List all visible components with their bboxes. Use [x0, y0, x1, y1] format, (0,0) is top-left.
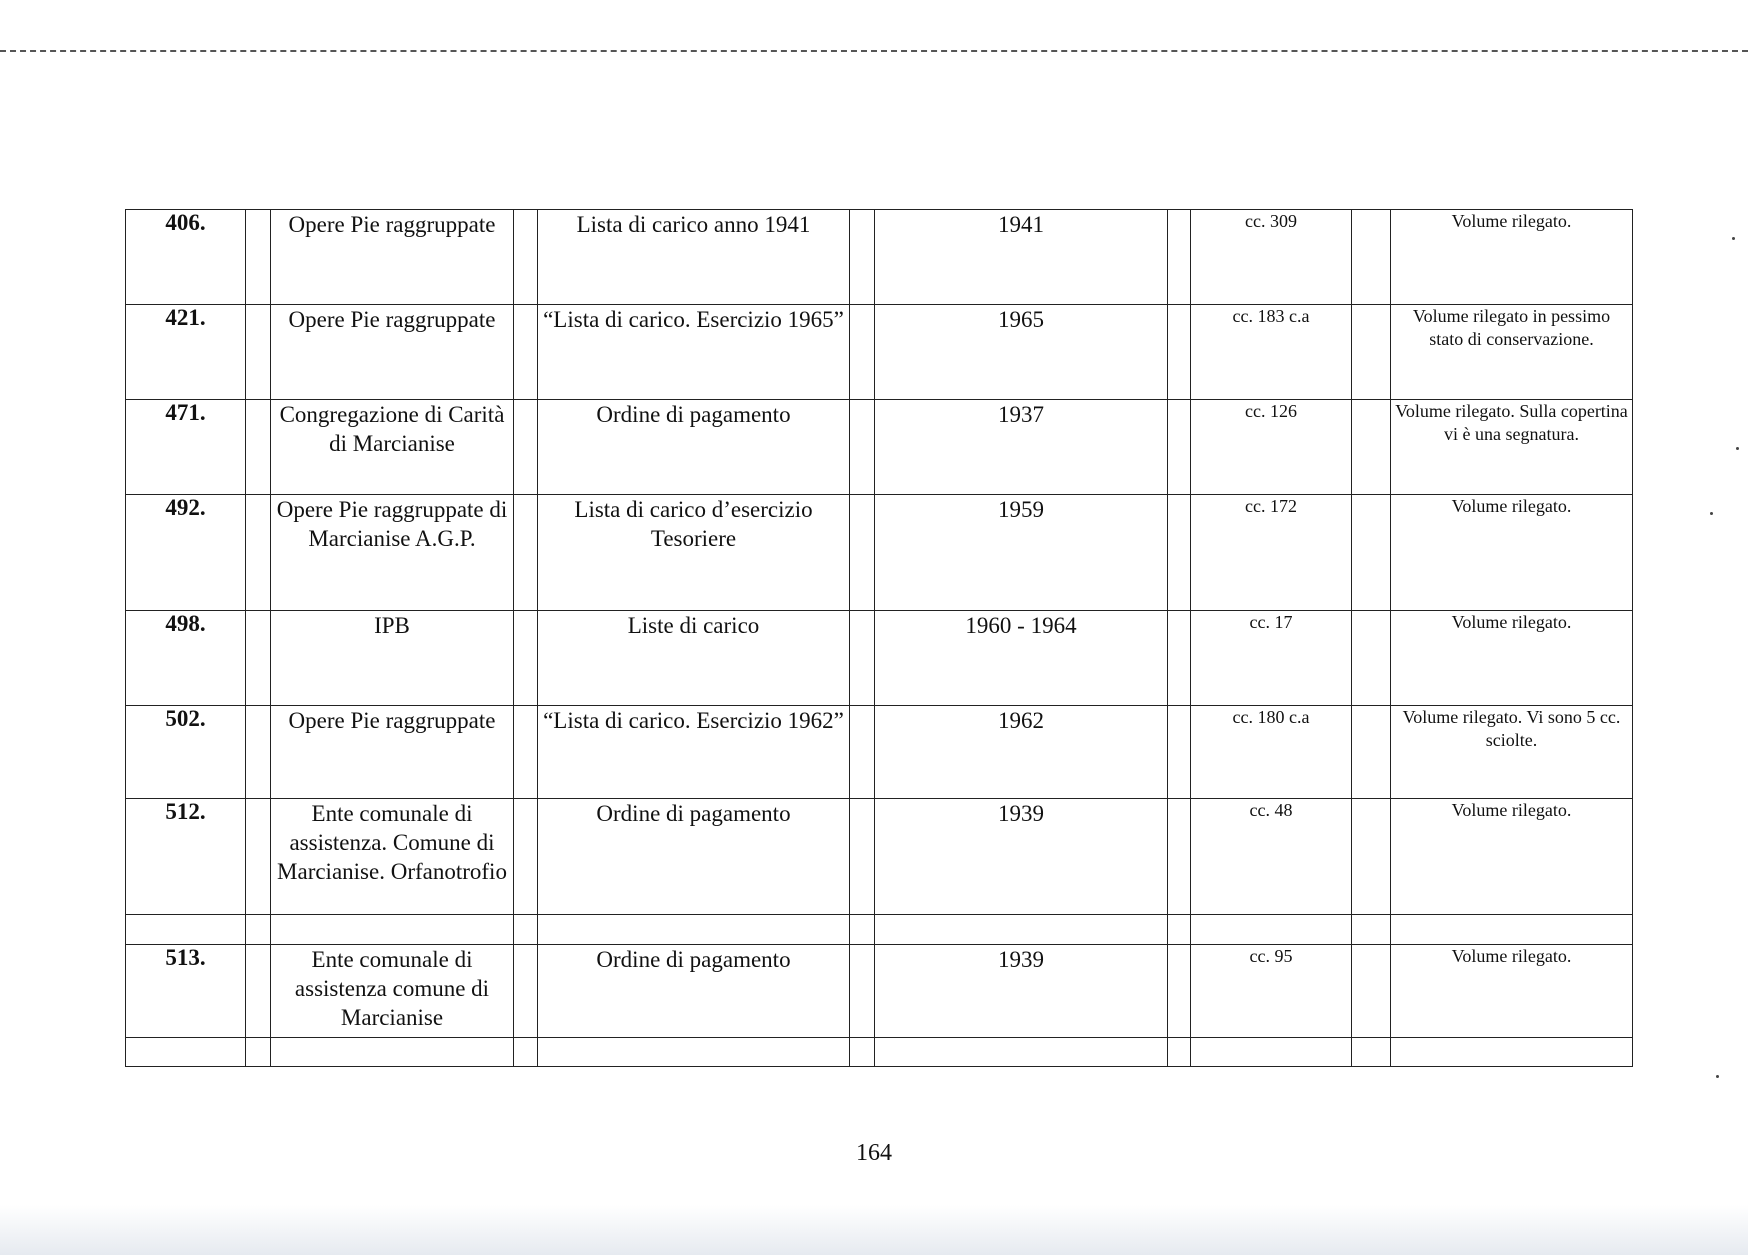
record-notes: Volume rilegato. Sulla copertina vi è una segnatura.	[1391, 400, 1633, 495]
scan-speck	[1736, 447, 1739, 450]
table-row	[126, 495, 1633, 611]
item-number: 406.	[126, 210, 246, 305]
entity-name: Ente comunale di assistenza comune di Marcianise	[271, 945, 514, 1038]
table-row	[126, 611, 1633, 706]
record-year: 1941	[875, 210, 1168, 305]
item-number: 512.	[126, 799, 246, 915]
record-notes: Volume rilegato.	[1391, 611, 1633, 706]
entity-name: Opere Pie raggruppate	[271, 305, 514, 400]
entity-name: Congregazione di Carità di Marcianise	[271, 400, 514, 495]
record-notes: Volume rilegato.	[1391, 495, 1633, 611]
record-year: 1962	[875, 706, 1168, 799]
item-number: 502.	[126, 706, 246, 799]
record-year: 1937	[875, 400, 1168, 495]
record-notes: Volume rilegato.	[1391, 799, 1633, 915]
sheet-count: cc. 48	[1191, 799, 1352, 915]
item-number: 513.	[126, 945, 246, 1038]
record-title: “Lista di carico. Esercizio 1965”	[538, 305, 850, 400]
record-year: 1965	[875, 305, 1168, 400]
scan-speck	[1716, 1075, 1719, 1078]
sheet-count: cc. 126	[1191, 400, 1352, 495]
sheet-count: cc. 180 c.a	[1191, 706, 1352, 799]
record-year: 1959	[875, 495, 1168, 611]
page-number: 164	[856, 1140, 892, 1166]
sheet-count: cc. 309	[1191, 210, 1352, 305]
scan-bottom-shadow	[0, 1205, 1748, 1255]
record-title: Ordine di pagamento	[538, 799, 850, 915]
record-notes: Volume rilegato. Vi sono 5 cc. sciolte.	[1391, 706, 1633, 799]
table-row	[126, 706, 1633, 799]
record-title: Lista di carico anno 1941	[538, 210, 850, 305]
record-year: 1960 - 1964	[875, 611, 1168, 706]
record-title: Ordine di pagamento	[538, 945, 850, 1038]
item-number: 498.	[126, 611, 246, 706]
record-title: “Lista di carico. Esercizio 1962”	[538, 706, 850, 799]
record-notes: Volume rilegato.	[1391, 210, 1633, 305]
record-year: 1939	[875, 799, 1168, 915]
inventory-table	[125, 209, 1633, 1067]
record-title: Liste di carico	[538, 611, 850, 706]
item-number: 471.	[126, 400, 246, 495]
entity-name: Ente comunale di assistenza. Comune di Marcianise. Orfanotrofio	[271, 799, 514, 915]
record-notes: Volume rilegato in pessimo stato di conservazione.	[1391, 305, 1633, 400]
record-title: Ordine di pagamento	[538, 400, 850, 495]
empty-row	[126, 1038, 1633, 1067]
record-title: Lista di carico d’esercizio Tesoriere	[538, 495, 850, 611]
table-row	[126, 305, 1633, 400]
record-year: 1939	[875, 945, 1168, 1038]
entity-name: Opere Pie raggruppate	[271, 706, 514, 799]
table-row	[126, 210, 1633, 305]
table-row	[126, 945, 1633, 1038]
sheet-count: cc. 95	[1191, 945, 1352, 1038]
item-number: 421.	[126, 305, 246, 400]
sheet-count: cc. 17	[1191, 611, 1352, 706]
item-number: 492.	[126, 495, 246, 611]
entity-name: Opere Pie raggruppate	[271, 210, 514, 305]
empty-row	[126, 915, 1633, 945]
table-row	[126, 799, 1633, 915]
sheet-count: cc. 172	[1191, 495, 1352, 611]
sheet-count: cc. 183 c.a	[1191, 305, 1352, 400]
entity-name: IPB	[271, 611, 514, 706]
entity-name: Opere Pie raggruppate di Marcianise A.G.P.	[271, 495, 514, 611]
scan-top-dashed-line	[0, 50, 1748, 52]
record-notes: Volume rilegato.	[1391, 945, 1633, 1038]
scan-speck	[1732, 237, 1735, 240]
table-row	[126, 400, 1633, 495]
scan-speck	[1710, 512, 1713, 515]
